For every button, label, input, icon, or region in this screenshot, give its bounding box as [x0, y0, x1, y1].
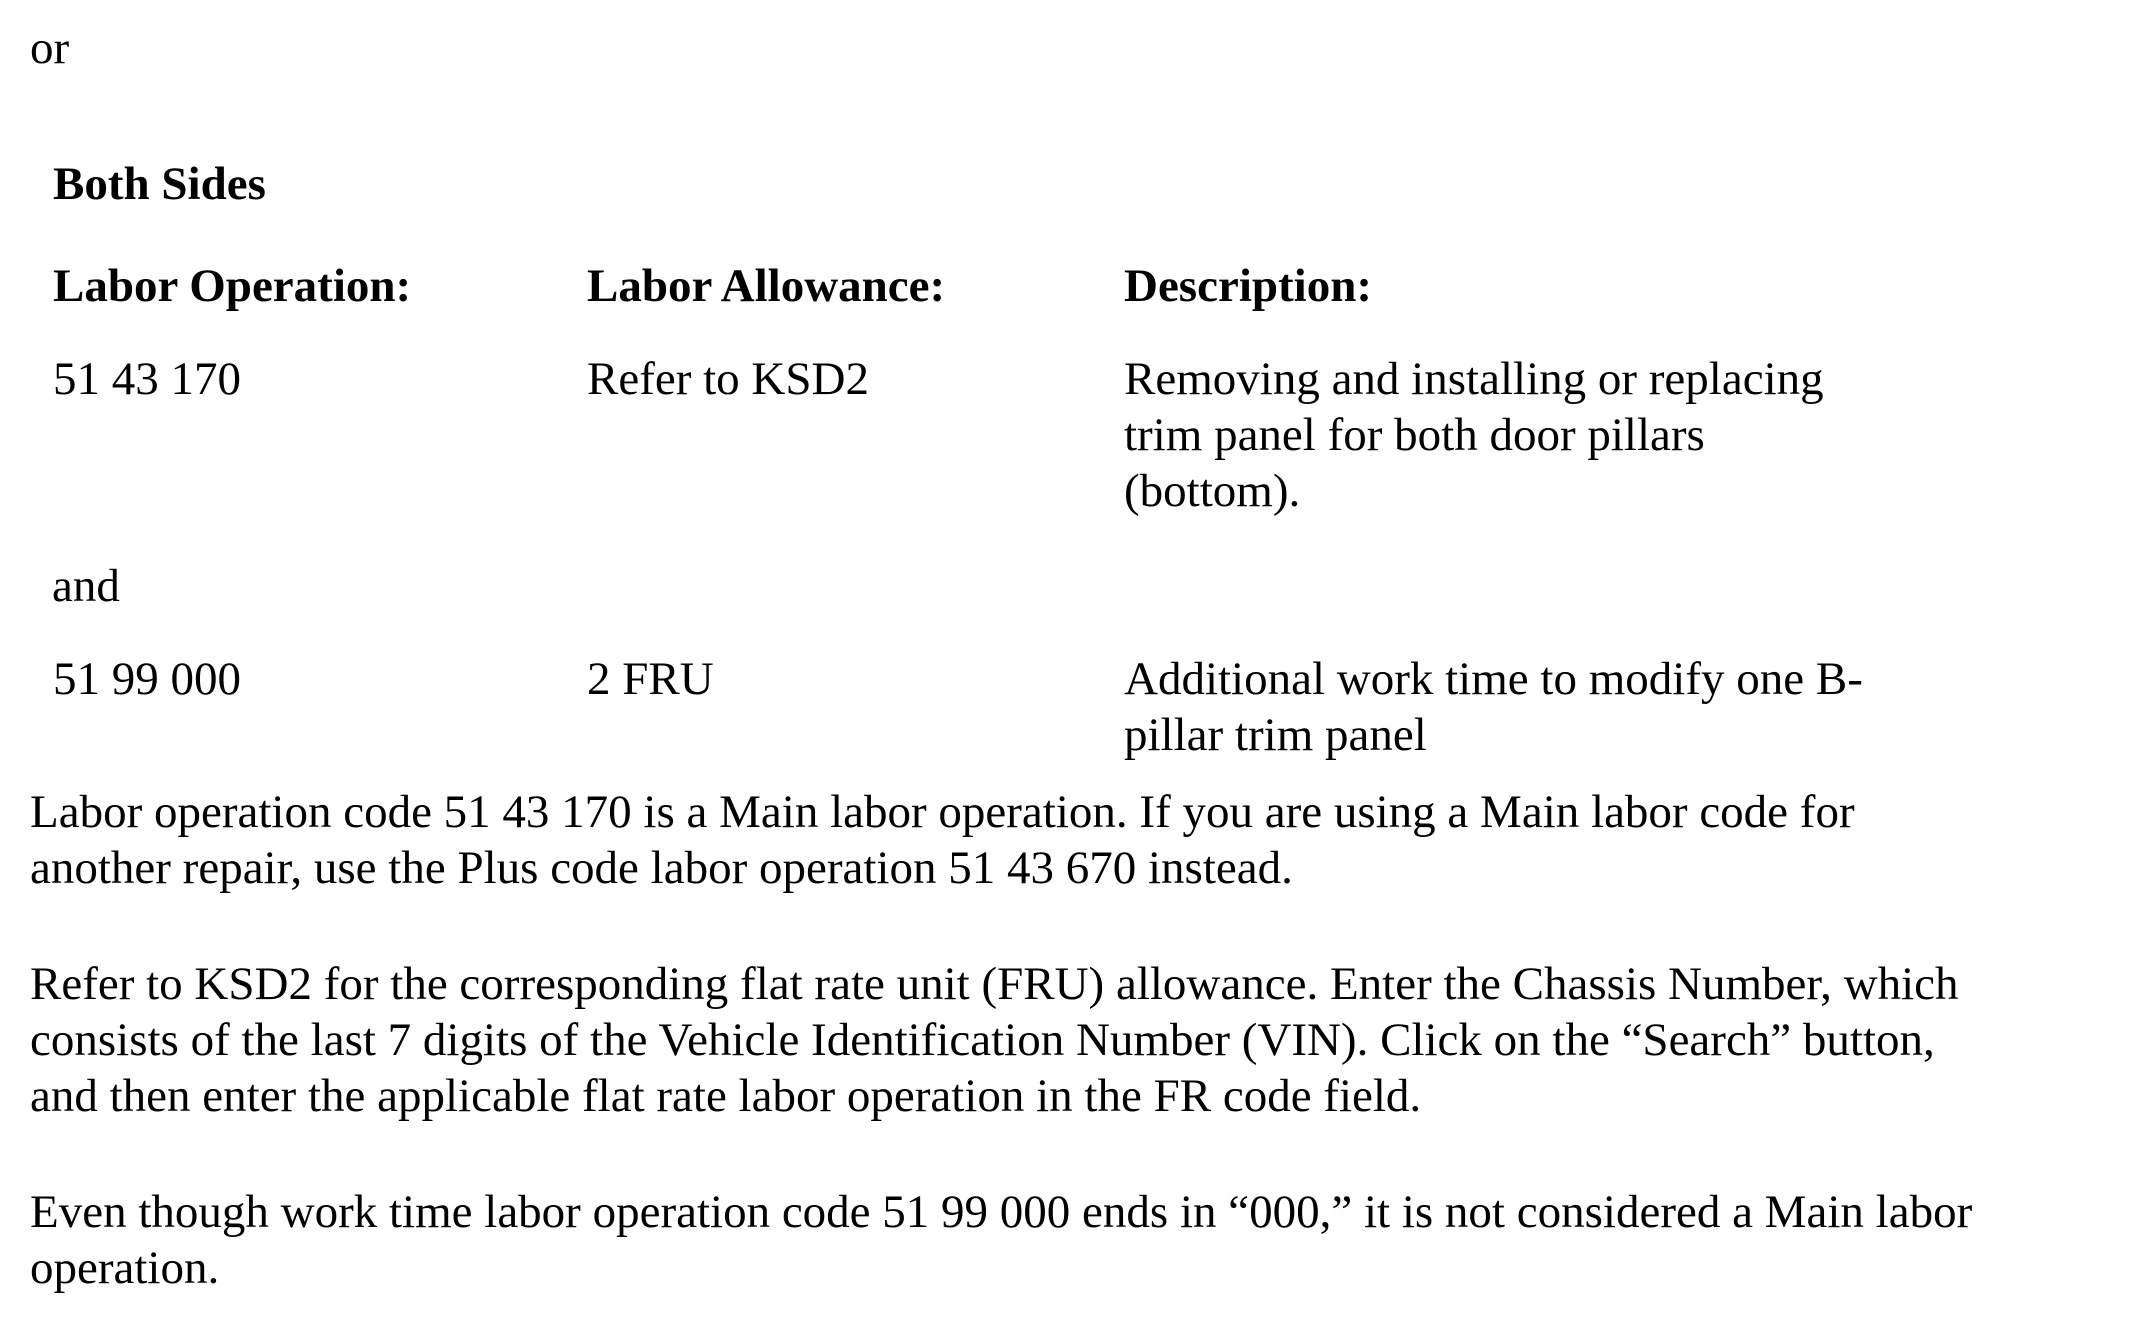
paragraph-work-time-note — [30, 1184, 2130, 1296]
paragraph-line: operation. — [30, 1242, 220, 1294]
header-labor-allowance: Labor Allowance: — [587, 260, 946, 312]
row1-description-line: (bottom). — [1124, 465, 1301, 517]
row2-description — [1124, 651, 1863, 763]
paragraph-line: Labor operation code 51 43 170 is a Main labor operation. If you are using a Main labor code for — [30, 786, 1855, 838]
paragraph-line: another repair, use the Plus code labor operation 51 43 670 instead. — [30, 842, 1293, 894]
intro-text: or — [30, 22, 70, 74]
row1-description-line: Removing and installing or replacing — [1124, 353, 1824, 405]
paragraph-main-labor-note — [30, 784, 2130, 896]
row1-allowance: Refer to KSD2 — [587, 353, 869, 405]
header-description: Description: — [1124, 260, 1373, 312]
paragraph-line: Refer to KSD2 for the corresponding flat rate unit (FRU) allowance. Enter the Chassis Number, which — [30, 958, 1959, 1010]
row2-description-line: pillar trim panel — [1124, 709, 1427, 761]
paragraph-line: Even though work time labor operation code 51 99 000 ends in “000,” it is not considered a Main labor — [30, 1186, 1973, 1238]
row2-allowance: 2 FRU — [587, 653, 714, 705]
row1-description — [1124, 351, 1824, 519]
row1-description-line: trim panel for both door pillars — [1124, 409, 1705, 461]
paragraph-ksd2-instructions — [30, 956, 2130, 1124]
row1-operation: 51 43 170 — [53, 353, 241, 405]
section-title: Both Sides — [53, 158, 266, 210]
header-labor-operation: Labor Operation: — [53, 260, 412, 312]
row2-description-line: Additional work time to modify one B- — [1124, 653, 1863, 705]
row2-operation: 51 99 000 — [53, 653, 241, 705]
connector-text: and — [52, 560, 120, 612]
paragraph-line: and then enter the applicable flat rate labor operation in the FR code field. — [30, 1070, 1422, 1122]
paragraph-line: consists of the last 7 digits of the Vehicle Identification Number (VIN). Click on the “Search” button, — [30, 1014, 1935, 1066]
